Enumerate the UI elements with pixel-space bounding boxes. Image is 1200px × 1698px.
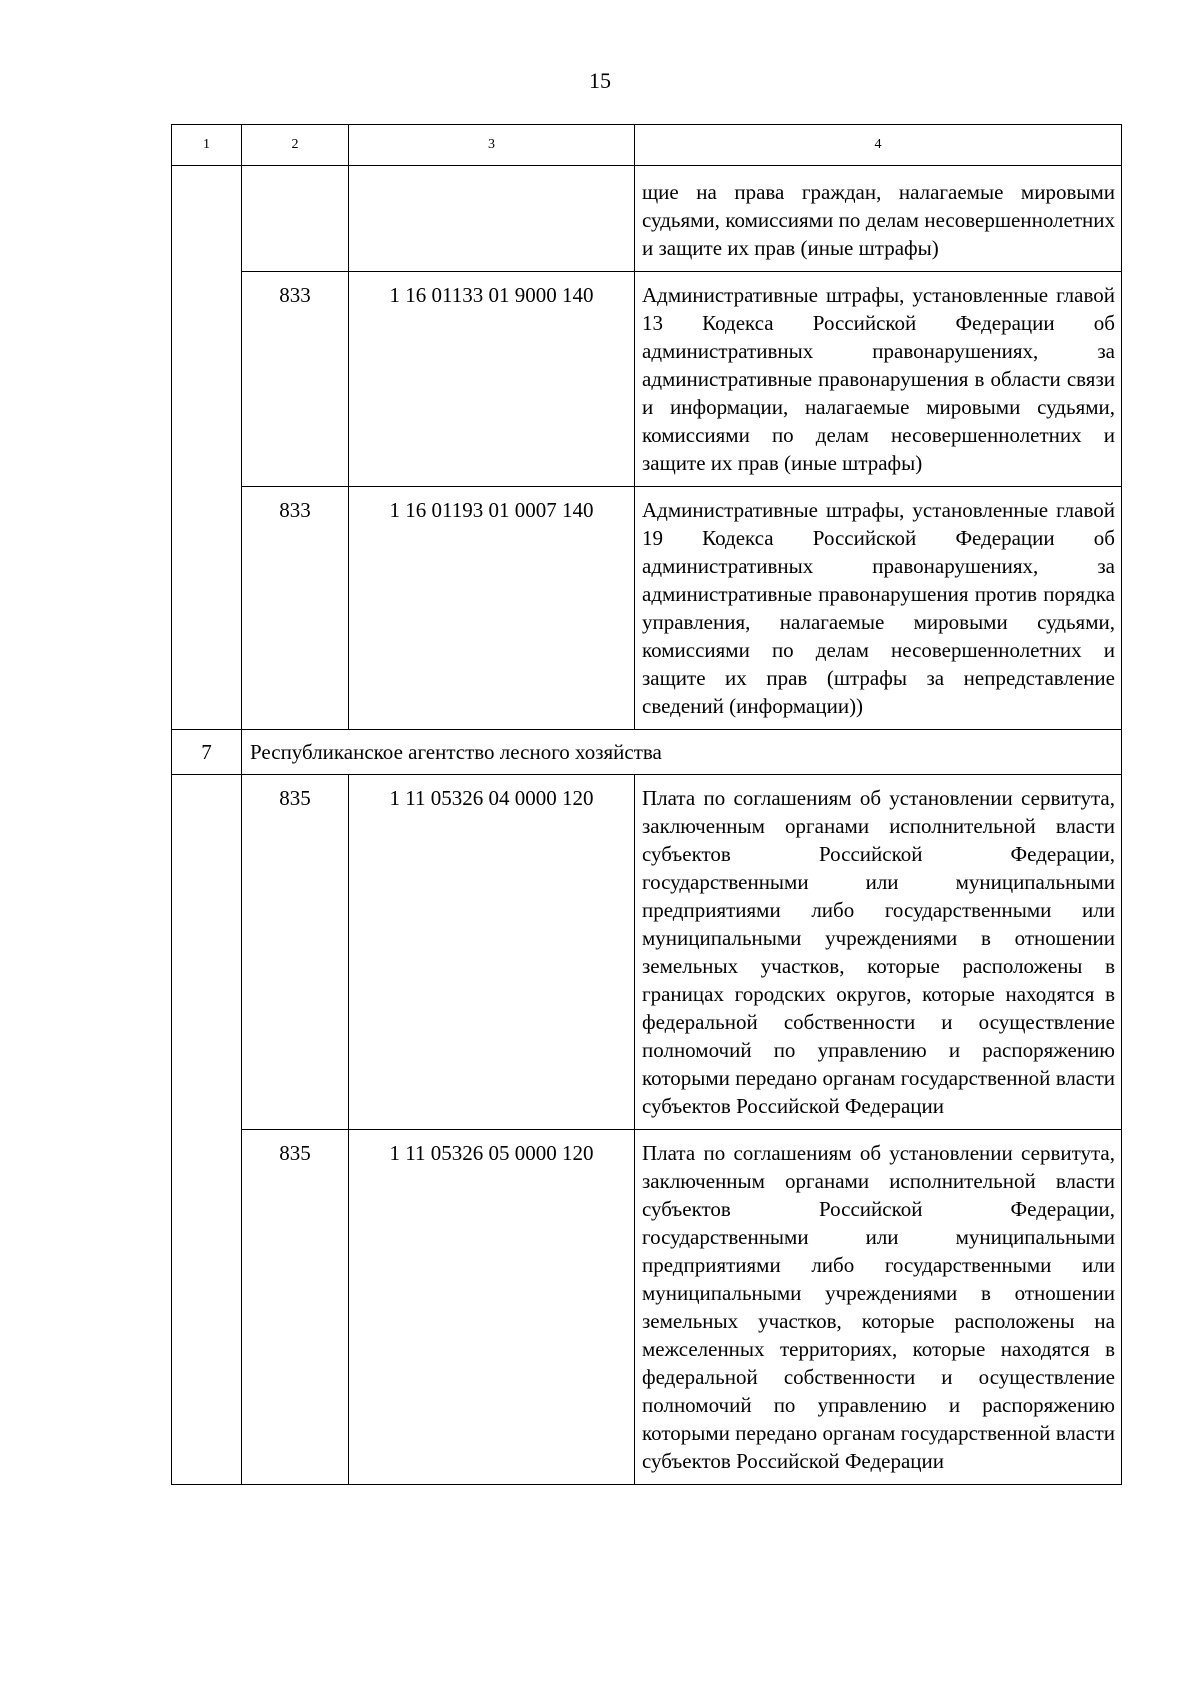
section-title-cell: Республиканское агентство лесного хозяйства [242,730,1122,775]
table-header-row [172,125,1122,166]
admin-code-cell: 833 [242,272,349,487]
budget-code-cell: 1 16 01133 01 9000 140 [349,272,635,487]
header-cell-col3: 3 [349,125,635,166]
table-row-continued [172,166,1122,272]
table-row [172,487,1122,730]
description-cell: Административные штрафы, установленные главой 19 Кодекса Российской Федерации об административных правонарушениях, за административные правонарушения против порядка управления, налагаемые мировыми судьями, комиссиями по делам несовершеннолетних и защите их прав (штрафы за непредставление сведений (информации)) [635,487,1122,730]
table-row [172,775,1122,1130]
budget-code-cell-empty [349,166,635,272]
budget-code-cell: 1 11 05326 04 0000 120 [349,775,635,1130]
admin-code-cell: 835 [242,775,349,1130]
description-cell: щие на права граждан, налагаемые мировыми судьями, комиссиями по делам несовершеннолетних и защите их прав (иные штрафы) [635,166,1122,272]
section-number-cell: 7 [172,730,242,775]
section-number-cell-empty [172,775,242,1485]
header-cell-col4: 4 [635,125,1122,166]
budget-code-cell: 1 16 01193 01 0007 140 [349,487,635,730]
table-row [172,272,1122,487]
header-cell-col2: 2 [242,125,349,166]
admin-code-cell: 833 [242,487,349,730]
admin-code-cell: 835 [242,1130,349,1485]
header-cell-col1: 1 [172,125,242,166]
budget-codes-table [171,124,1122,1485]
budget-code-cell: 1 11 05326 05 0000 120 [349,1130,635,1485]
description-cell: Плата по соглашениям об установлении сервитута, заключенным органами исполнительной власти субъектов Российской Федерации, государственными или муниципальными предприятиями либо государственными или муниципальными учреждениями в отношении земельных участков, которые расположены на межселенных территориях, которые находятся в федеральной собственности и осуществление полномочий по управлению и распоряжению которыми передано органам государственной власти субъектов Российской Федерации [635,1130,1122,1485]
admin-code-cell-empty [242,166,349,272]
description-cell: Административные штрафы, установленные главой 13 Кодекса Российской Федерации об административных правонарушениях, за административные правонарушения в области связи и информации, налагаемые мировыми судьями, комиссиями по делам несовершеннолетних и защите их прав (иные штрафы) [635,272,1122,487]
description-cell: Плата по соглашениям об установлении сервитута, заключенным органами исполнительной власти субъектов Российской Федерации, государственными или муниципальными предприятиями либо государственными или муниципальными учреждениями в отношении земельных участков, которые расположены в границах городских округов, которые находятся в федеральной собственности и осуществление полномочий по управлению и распоряжению которыми передано органам государственной власти субъектов Российской Федерации [635,775,1122,1130]
table-row [172,1130,1122,1485]
page-number: 15 [589,68,611,93]
section-number-cell-empty [172,166,242,730]
section-row [172,730,1122,775]
